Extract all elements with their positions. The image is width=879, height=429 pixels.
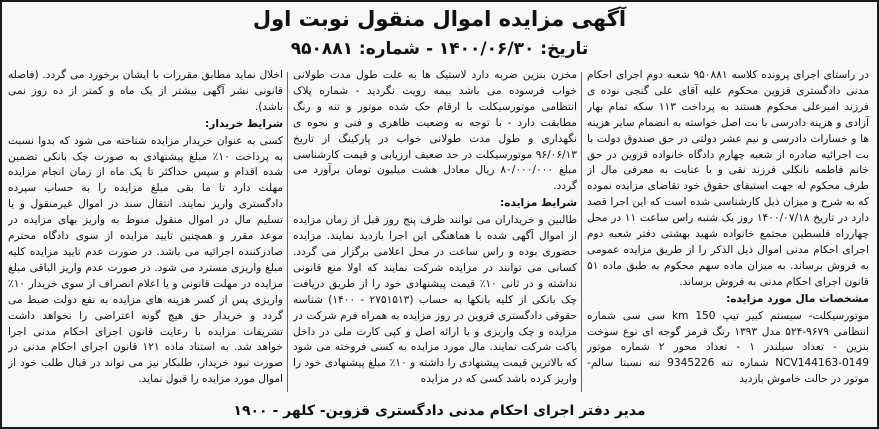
notice-title: آگهی مزایده اموال منقول نوبت اول bbox=[252, 7, 627, 31]
property-condition-paragraph: مخزن بنزین ضربه دارد لاستیک ها به علت طول مدت طولانی خواب فرسوده می باشد بیمه رویت نگردید - شماره پلاک انتظامی موتورسیکلت با ارقام حک شده موتور و تنه و رنگ مطابقت دارد - با توجه به وضعیت ظاهری و فنی و نحوه ی نگهداری و طول مدت طولانی خواب در پارکینگ از تاریخ ۹۶/۰۶/۱۳ موتورسیکلت در حد ضعیف ارزیابی و قیمت کارشناسی مبلغ ۸۰/۰۰۰/۰۰۰ ریال معادل هشت میلیون تومان برآورد می گردد. bbox=[293, 69, 577, 193]
notice-date-number: تاریخ: ۱۴۰۰/۰۶/۳۰ - شماره: ۹۵۰۸۸۱ bbox=[290, 39, 589, 59]
auction-terms-continued-paragraph: اخلال نماید مطابق مقررات با ایشان برخورد می گردد. (فاصله قانونی نشر آگهی بیشتر از یک ماه و کمتر از ده روز نمی باشد). bbox=[8, 69, 283, 113]
auction-terms-paragraph: طالبین و خریداران می توانند ظرف پنج روز قبل از زمان مزایده از اموال آگهی شده با هماهنگی این اجرا بازدید نمایند. مزایده حضوری بوده و راس ساعت در محل اعلامی برگزار می گردد. کسانی می توانند در مزایده شرکت نمایند که اولا منع قانونی نداشته و در ثانی ۱۰٪ قیمت پیشنهادی خود را از طریق دریافت چک بانکی از کلیه بانکها به حساب (۲۷۵۱۵۱۳ - ۱۴۰۰) شناسه حقوقی دادگستری قزوین در روز مزایده به همراه فرم شرکت در مزایده و چک واریزی و یا ارائه اصل و کپی کارت ملی در داخل پاکت شرکت نمایند. مال مورد مزایده به کسی فروخته می شود که بالاترین قیمت پیشنهادی را داشته و ۱۰٪ مبلغ پیشنهادی خود را واریز کرده باشد کسی که در مزایده bbox=[293, 214, 577, 386]
auction-terms-heading: شرایط مزایده: bbox=[499, 197, 577, 210]
case-intro-paragraph: در راستای اجرای پرونده کلاسه ۹۵۰۸۸۱ شعبه دوم اجرای احکام مدنی دادگستری قزوین محکوم علیه آقای علی گنجی نوده ی فرزند امیرعلی محکوم هستند به پرداخت ۱۱۳ سکه تمام بهار آزادی و هزینه دادرسی با بت اصل خواسته به انضمام سایر هزینه ها و خسارات دادرسی و نیم عشر دولتی در حق صندوق دولت با بت اجرائیه صادره از شعبه چهارم دادگاه خانواده قزوین در حق خانم فاطمه نانکلی فرزند نقی و با عنایت به معرفی مال از طرف محکوم له جهت استیفای حقوق خود تقاضای مزایده نموده که به شرح و میزان ذیل کارشناسی شده است که این اجرا قصد دارد در تاریخ ۱۴۰۰/۰۷/۱۸ روز یک شنبه راس ساعت ۱۱ در محل چهارراه فلسطین مجتمع خانواده شهید بهشتی دفتر شعبه دوم اجرای احکام مدنی اموال ذیل الذکر را از طریق مزایده عمومی به فروش برساند. به میزان ماده سهم محکوم به طبق ماده ۵۱ قانون اجرای احکام مدنی به فروش برساند. bbox=[587, 69, 869, 288]
column-middle bbox=[293, 68, 577, 398]
column-divider bbox=[581, 72, 582, 392]
notice-signature: مدیر دفتر اجرای احکام مدنی دادگستری قزوین- کلهر - ۱۹۰۰ bbox=[233, 403, 646, 419]
column-left bbox=[8, 68, 283, 398]
column-divider bbox=[287, 72, 288, 392]
property-specs-paragraph: موتورسیکلت- سیستم کبیر تیپ 150 km سی سی شماره انتظامی ۹۶۷۹-۵۲۴ مدل ۱۳۹۳ رنگ قرمز گوجه ای نوع سوخت بنزین - تعداد سیلندر ۱ - تعداد محور ۲ شماره موتور NCV144163-0149 شماره تنه 9345226 تنه نسبتا سالم- موتور در حالت خاموش بازدید bbox=[587, 309, 869, 386]
buyer-terms-heading: شرایط خریدار: bbox=[205, 117, 283, 130]
property-specs-heading: مشخصات مال مورد مزایده: bbox=[726, 292, 869, 305]
column-right bbox=[587, 68, 869, 398]
buyer-terms-paragraph: کسی به عنوان خریدار مزایده شناخته می شود که بدوا نسبت به پرداخت ۱۰٪ مبلغ پیشنهادی به صورت چک بانکی تضمین شده اقدام و سپس حداکثر تا یک ماه از زمان انجام مزایده مهلت دارد تا ما بقی مبلغ مزایده را به حساب سپرده دادگستری واریز نمایند. انتقال سند در اموال غیرمنقول و یا تسلیم مال در اموال منقول منوط به واریز بهای مزایده در موعد مقرر و همچنین تایید مزایده از سوی دادگاه محترم صادرکننده اجرائیه می باشد. در صورت عدم تایید مزایده کلیه مبلغ واریزی مسترد می شود. در صورت عدم واریز الباقی مبلغ مزایده در مهلت قانونی و یا اعلام انصراف از سوی خریدار ۱۰٪ واریزی پس از کسر هزینه های مزایده به نفع دولت ضبط می گردد و خریدار حق هیچ گونه اعتراضی را نخواهد داشت تشریفات مزایده با رعایت قانون اجرای احکام مدنی اجرا خواهد شد. به استناد ماده ۱۲۱ قانون اجرای احکام مدنی در صورت نبود خریدار، طلبکار نیز می تواند در قبال طلب خود از اموال مورد مزایده را قبول نماید. bbox=[8, 134, 283, 386]
